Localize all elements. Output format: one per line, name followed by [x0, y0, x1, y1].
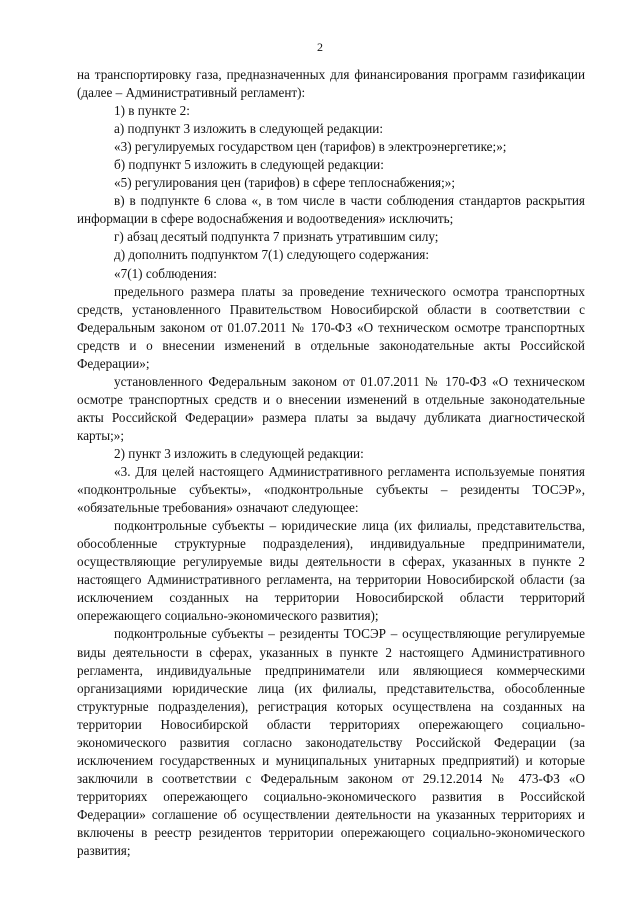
paragraph-subitem-g: г) абзац десятый подпункта 7 признать утратившим силу; — [114, 229, 439, 245]
paragraph-quote-3: «3) регулируемых государством цен (тарифов) в электроэнергетике;»; — [114, 139, 507, 155]
paragraph-subitem-b: б) подпункт 5 изложить в следующей редакции: — [114, 157, 384, 173]
paragraph-subitem-v: в) в подпункте 6 слова «, в том числе в части соблюдения стандартов раскрытия информации в сфере водоснабжения и водоотведения» исключить; — [77, 193, 585, 227]
paragraph-duplicate-card: установленного Федеральным законом от 01.07.2011 № 170-ФЗ «О техническом осмотре транспортных средств и о внесении изменений в отдельные законодательные акты Российской Федерации» размера платы за выдачу дубликата диагностической карты;»; — [77, 373, 585, 443]
page-number: 2 — [317, 40, 323, 54]
paragraph-definitions: «3. Для целей настоящего Административного регламента используемые понятия «подконтрольные субъекты», «подконтрольные субъекты – резиденты ТОСЭР», «обязательные требования» означают следующее: — [77, 464, 585, 516]
paragraph-subitem-a: а) подпункт 3 изложить в следующей редакции: — [114, 121, 384, 137]
paragraph-quote-7-1: «7(1) соблюдения: — [114, 265, 217, 281]
document-body — [77, 66, 585, 860]
paragraph-quote-5: «5) регулирования цен (тарифов) в сфере теплоснабжения;»; — [114, 175, 455, 191]
paragraph-tosep-residents: подконтрольные субъекты – резиденты ТОСЭР – осуществляющие регулируемые виды деятельности в сферах, указанных в пункте 2 настоящего Административного регламента, индивидуальные предприниматели или являющиеся коммерческими организациями юридические лица (их филиалы, представительства, обособленные структурные подразделения), регистрация которых осуществлена на созданных на территории Новосибирской области территориях опережающего социально-экономического развития согласно законодательству Российской Федерации (за исключением государственных и муниципальных унитарных предприятий) и которые заключили в соответствии с Федеральным законом от 29.12.2014 № 473-ФЗ «О территориях опережающего социально-экономического развития в Российской Федерации» соглашение об осуществлении деятельности на указанных территориях и включены в реестр резидентов территории опережающего социально-экономического развития; — [77, 626, 585, 859]
paragraph-continuation: на транспортировку газа, предназначенных для финансирования программ газификации (далее – Административный регламент): — [77, 67, 585, 101]
paragraph-subitem-d: д) дополнить подпунктом 7(1) следующего содержания: — [114, 247, 429, 263]
paragraph-item-2: 2) пункт 3 изложить в следующей редакции: — [114, 445, 364, 461]
paragraph-max-fee: предельного размера платы за проведение технического осмотра транспортных средств, установленного Правительством Новосибирской области в соответствии с Федеральным законом от 01.07.2011 № 170-ФЗ «О техническом осмотре транспортных средств и о внесении изменений в отдельные законодательные акты Российской Федерации»; — [77, 283, 585, 371]
paragraph-item-1: 1) в пункте 2: — [114, 103, 190, 119]
paragraph-controlled-subjects: подконтрольные субъекты – юридические лица (их филиалы, представительства, обособленные структурные подразделения), индивидуальные предприниматели, осуществляющие регулируемые виды деятельности в сферах, указанных в пункте 2 настоящего Административного регламента, на территории Новосибирской области (за исключением созданных на территории Новосибирской области территорий опережающего социально-экономического развития); — [77, 518, 585, 624]
